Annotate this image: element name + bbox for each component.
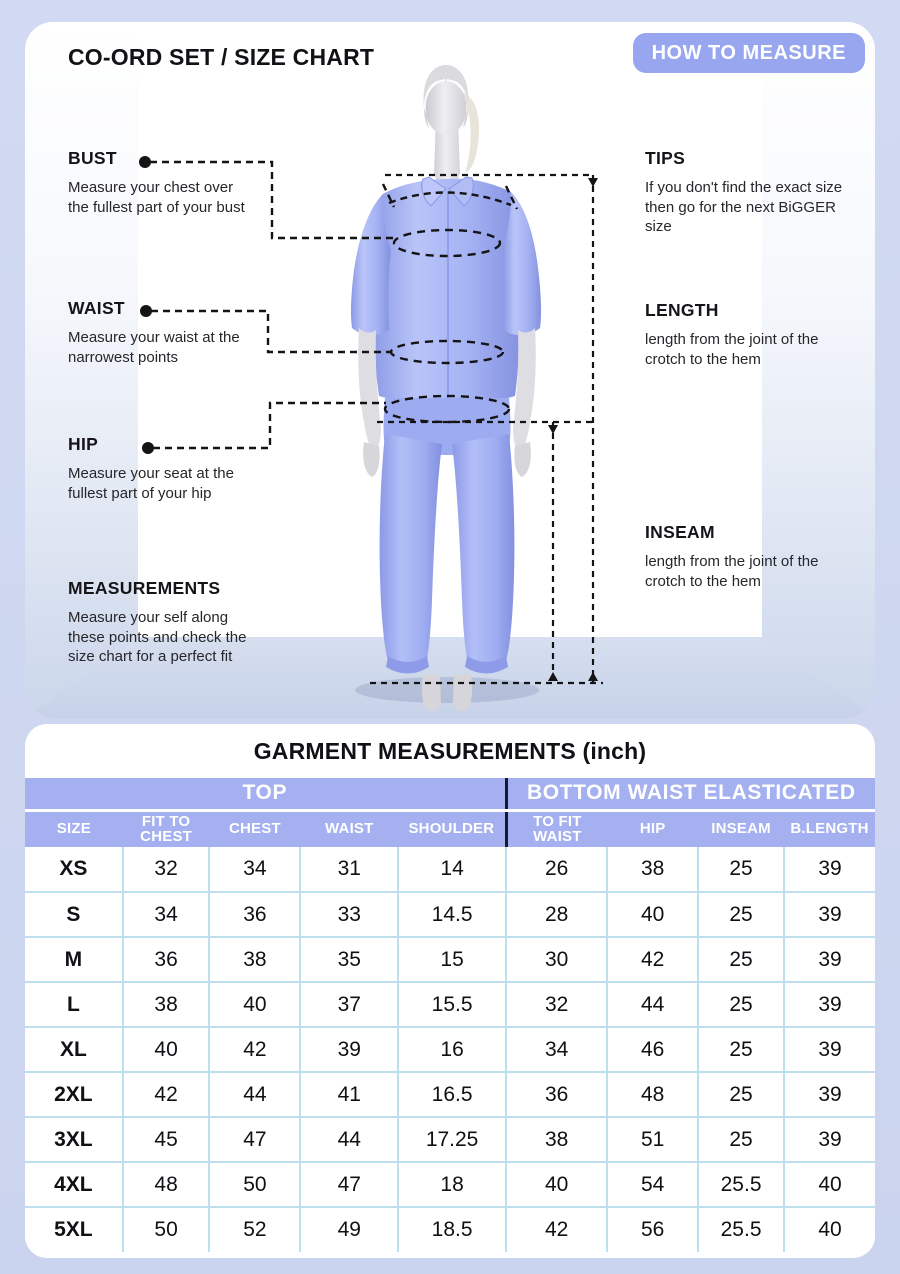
- column-header: SIZE: [25, 810, 123, 847]
- value-cell: 48: [123, 1162, 210, 1207]
- value-cell: 50: [209, 1162, 300, 1207]
- value-cell: 54: [607, 1162, 698, 1207]
- tips-label: TIPS: [645, 148, 686, 168]
- value-cell: 39: [300, 1027, 398, 1072]
- value-cell: 17.25: [398, 1117, 506, 1162]
- size-table: [25, 778, 875, 1252]
- callout-waist: [68, 298, 246, 367]
- value-cell: 25: [698, 847, 784, 892]
- value-cell: 25: [698, 892, 784, 937]
- value-cell: 40: [607, 892, 698, 937]
- column-header: CHEST: [209, 810, 300, 847]
- value-cell: 28: [506, 892, 607, 937]
- value-cell: 14: [398, 847, 506, 892]
- value-cell: 40: [784, 1162, 875, 1207]
- length-label: LENGTH: [645, 300, 719, 320]
- value-cell: 25: [698, 1117, 784, 1162]
- inseam-desc: length from the joint of the crotch to the hem: [645, 553, 819, 590]
- table-row: [25, 1072, 875, 1117]
- value-cell: 56: [607, 1207, 698, 1252]
- value-cell: 14.5: [398, 892, 506, 937]
- size-cell: M: [25, 937, 123, 982]
- value-cell: 38: [123, 982, 210, 1027]
- value-cell: 40: [123, 1027, 210, 1072]
- mannequin: [351, 65, 541, 711]
- value-cell: 26: [506, 847, 607, 892]
- table-row: [25, 1207, 875, 1252]
- value-cell: 34: [123, 892, 210, 937]
- value-cell: 15: [398, 937, 506, 982]
- value-cell: 52: [209, 1207, 300, 1252]
- value-cell: 38: [607, 847, 698, 892]
- value-cell: 18.5: [398, 1207, 506, 1252]
- value-cell: 44: [300, 1117, 398, 1162]
- value-cell: 48: [607, 1072, 698, 1117]
- size-chart-panel: [25, 724, 875, 1258]
- column-header: HIP: [607, 810, 698, 847]
- value-cell: 25.5: [698, 1162, 784, 1207]
- column-header: FIT TO CHEST: [123, 810, 210, 847]
- size-cell: XL: [25, 1027, 123, 1072]
- value-cell: 32: [506, 982, 607, 1027]
- table-row: [25, 937, 875, 982]
- value-cell: 34: [209, 847, 300, 892]
- value-cell: 25.5: [698, 1207, 784, 1252]
- value-cell: 37: [300, 982, 398, 1027]
- callout-hip: [68, 434, 240, 503]
- value-cell: 25: [698, 1072, 784, 1117]
- table-row: [25, 1117, 875, 1162]
- waist-label: WAIST: [68, 298, 125, 318]
- table-row: [25, 982, 875, 1027]
- column-header: TO FIT WAIST: [506, 810, 607, 847]
- value-cell: 47: [300, 1162, 398, 1207]
- size-cell: L: [25, 982, 123, 1027]
- size-cell: 3XL: [25, 1117, 123, 1162]
- value-cell: 39: [784, 982, 875, 1027]
- value-cell: 36: [123, 937, 210, 982]
- value-cell: 40: [209, 982, 300, 1027]
- bust-desc: Measure your chest over the fullest part of your bust: [68, 179, 245, 216]
- value-cell: 42: [123, 1072, 210, 1117]
- how-to-measure-panel: [25, 22, 875, 718]
- table-row: [25, 847, 875, 892]
- value-cell: 45: [123, 1117, 210, 1162]
- table-row: [25, 892, 875, 937]
- value-cell: 42: [506, 1207, 607, 1252]
- value-cell: 40: [506, 1162, 607, 1207]
- value-cell: 42: [607, 937, 698, 982]
- bust-label: BUST: [68, 148, 117, 168]
- value-cell: 38: [506, 1117, 607, 1162]
- waist-desc: Measure your waist at the narrowest points: [68, 329, 240, 366]
- value-cell: 25: [698, 1027, 784, 1072]
- tips-desc: If you don't find the exact size then go for the next BiGGER size: [645, 179, 843, 235]
- inseam-label: INSEAM: [645, 522, 715, 542]
- group-header-bottom: BOTTOM WAIST ELASTICATED: [506, 778, 875, 810]
- value-cell: 18: [398, 1162, 506, 1207]
- value-cell: 39: [784, 937, 875, 982]
- value-cell: 50: [123, 1207, 210, 1252]
- figure-shadow: [355, 677, 539, 703]
- value-cell: 30: [506, 937, 607, 982]
- how-to-measure-button[interactable]: HOW TO MEASURE: [633, 33, 865, 73]
- group-header-top: TOP: [25, 778, 506, 810]
- value-cell: 39: [784, 1072, 875, 1117]
- value-cell: 44: [607, 982, 698, 1027]
- hip-label: HIP: [68, 434, 99, 454]
- size-cell: 2XL: [25, 1072, 123, 1117]
- value-cell: 39: [784, 1117, 875, 1162]
- value-cell: 16.5: [398, 1072, 506, 1117]
- value-cell: 15.5: [398, 982, 506, 1027]
- size-cell: S: [25, 892, 123, 937]
- value-cell: 40: [784, 1207, 875, 1252]
- value-cell: 31: [300, 847, 398, 892]
- column-header: B.LENGTH: [784, 810, 875, 847]
- hip-desc: Measure your seat at the fullest part of your hip: [68, 465, 234, 502]
- value-cell: 39: [784, 892, 875, 937]
- value-cell: 16: [398, 1027, 506, 1072]
- table-row: [25, 1162, 875, 1207]
- value-cell: 25: [698, 937, 784, 982]
- measurements-label: MEASUREMENTS: [68, 578, 221, 598]
- column-header: INSEAM: [698, 810, 784, 847]
- value-cell: 47: [209, 1117, 300, 1162]
- size-cell: 4XL: [25, 1162, 123, 1207]
- value-cell: 46: [607, 1027, 698, 1072]
- callout-measurements: [68, 578, 260, 667]
- size-cell: 5XL: [25, 1207, 123, 1252]
- value-cell: 41: [300, 1072, 398, 1117]
- value-cell: 25: [698, 982, 784, 1027]
- page-title: CO-ORD SET / SIZE CHART: [68, 44, 375, 70]
- value-cell: 42: [209, 1027, 300, 1072]
- measurements-desc: Measure your self along these points and check the size chart for a perfect fit: [68, 609, 247, 665]
- callout-tips: [645, 148, 845, 237]
- value-cell: 35: [300, 937, 398, 982]
- value-cell: 51: [607, 1117, 698, 1162]
- value-cell: 32: [123, 847, 210, 892]
- value-cell: 44: [209, 1072, 300, 1117]
- size-cell: XS: [25, 847, 123, 892]
- callout-length: [645, 300, 845, 369]
- value-cell: 38: [209, 937, 300, 982]
- table-row: [25, 1027, 875, 1072]
- column-header: WAIST: [300, 810, 398, 847]
- value-cell: 36: [209, 892, 300, 937]
- value-cell: 34: [506, 1027, 607, 1072]
- value-cell: 33: [300, 892, 398, 937]
- callout-inseam: [645, 522, 845, 591]
- column-header: SHOULDER: [398, 810, 506, 847]
- value-cell: 39: [784, 847, 875, 892]
- length-desc: length from the joint of the crotch to the hem: [645, 331, 819, 368]
- value-cell: 39: [784, 1027, 875, 1072]
- value-cell: 36: [506, 1072, 607, 1117]
- callout-bust: [68, 148, 246, 217]
- table-title: GARMENT MEASUREMENTS (inch): [253, 738, 647, 764]
- value-cell: 49: [300, 1207, 398, 1252]
